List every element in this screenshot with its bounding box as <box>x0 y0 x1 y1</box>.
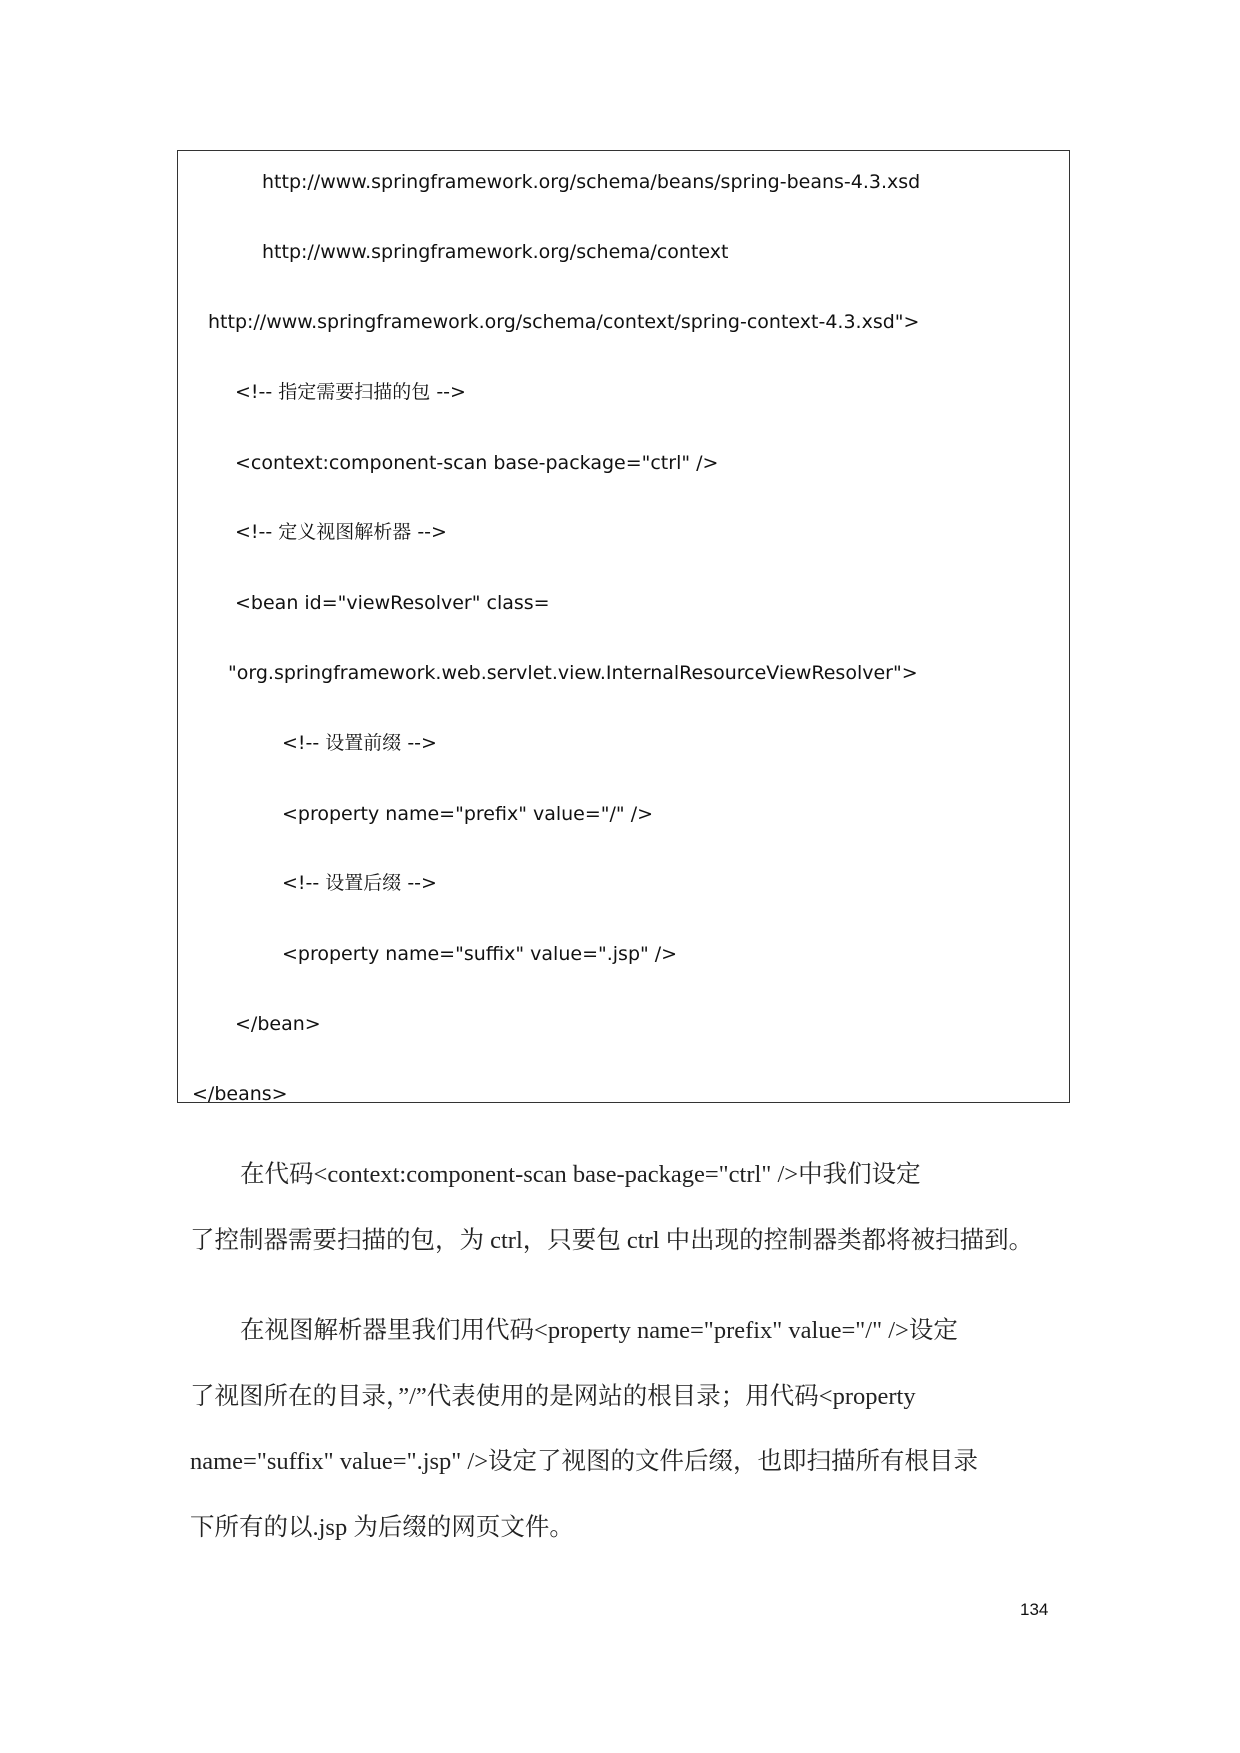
paragraph-line: 在代码<context:component-scan base-package="ctrl" />中我们设定 <box>240 1161 921 1188</box>
code-line-bean-close: </bean> <box>235 1013 321 1035</box>
code-line-beans-close: </beans> <box>192 1083 288 1105</box>
code-line-schema-beans-xsd: http://www.springframework.org/schema/beans/spring-beans-4.3.xsd <box>262 171 921 193</box>
code-block <box>177 150 1070 1103</box>
code-line-bean-class: "org.springframework.web.servlet.view.InternalResourceViewResolver"> <box>228 662 918 684</box>
paragraph-line: name="suffix" value=".jsp" />设定了视图的文件后缀，也即扫描所有根目录 <box>190 1448 979 1475</box>
code-line-schema-context: http://www.springframework.org/schema/context <box>262 241 729 263</box>
code-line-component-scan: <context:component-scan base-package="ctrl" /> <box>235 452 719 474</box>
code-line-bean-open: <bean id="viewResolver" class= <box>235 592 550 614</box>
code-comment-view-resolver: <!-- 定义视图解析器 --> <box>235 521 447 543</box>
code-line-schema-context-xsd: http://www.springframework.org/schema/context/spring-context-4.3.xsd"> <box>208 311 920 333</box>
code-line-property-prefix: <property name="prefix" value="/" /> <box>282 803 654 825</box>
paragraph-line: 了视图所在的目录，”/”代表使用的是网站的根目录；用代码<property <box>190 1383 916 1410</box>
code-comment-scan-package: <!-- 指定需要扫描的包 --> <box>235 381 466 403</box>
paragraph-line: 了控制器需要扫描的包，为 ctrl，只要包 ctrl 中出现的控制器类都将被扫描到。 <box>190 1227 1034 1254</box>
code-comment-prefix: <!-- 设置前缀 --> <box>282 732 437 754</box>
paragraph-line: 在视图解析器里我们用代码<property name="prefix" value="/" />设定 <box>240 1317 958 1344</box>
code-line-property-suffix: <property name="suffix" value=".jsp" /> <box>282 943 678 965</box>
code-comment-suffix: <!-- 设置后缀 --> <box>282 872 437 894</box>
paragraph-line: 下所有的以.jsp 为后缀的网页文件。 <box>190 1514 574 1541</box>
page-number: 134 <box>1020 1600 1049 1619</box>
